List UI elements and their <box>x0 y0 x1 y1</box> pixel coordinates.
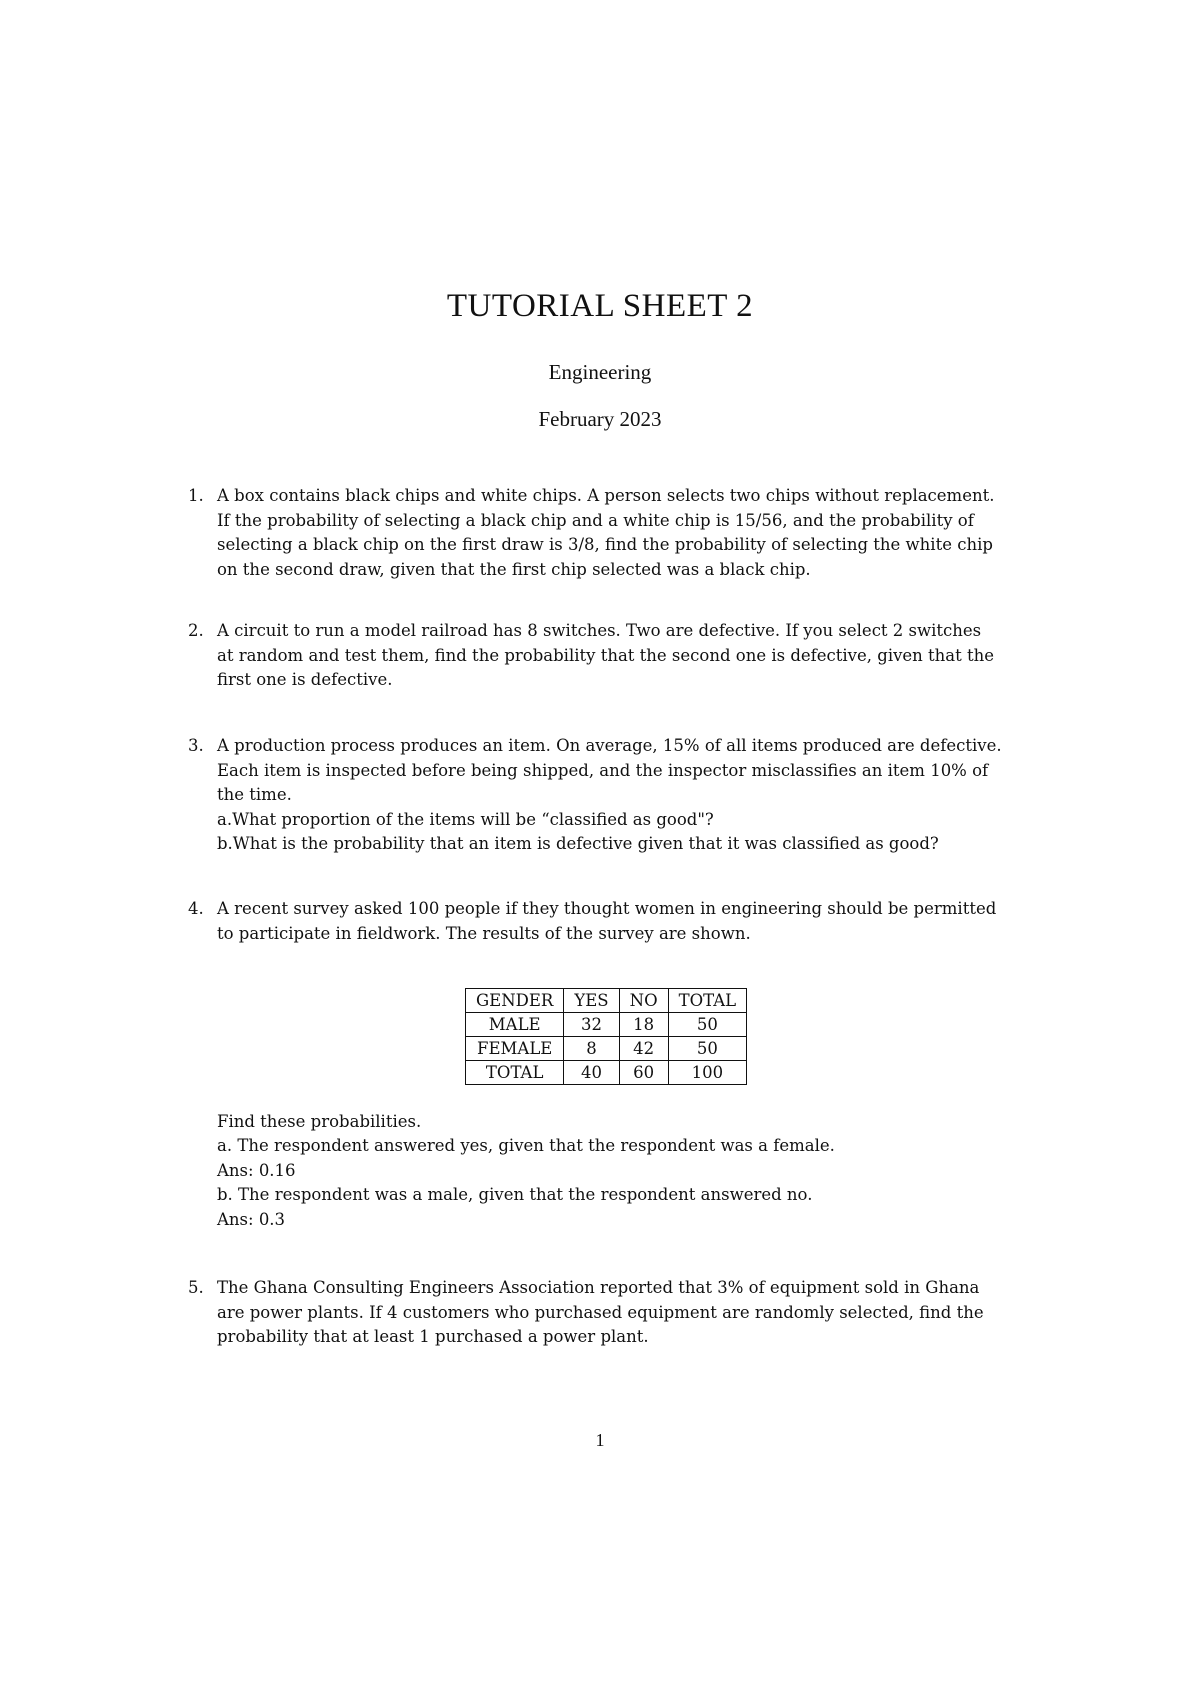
question-text-line: A box contains black chips and white chips. A person selects two chips without replacement. <box>217 486 995 505</box>
question-number: 4. <box>188 899 204 918</box>
table-row <box>466 1037 747 1061</box>
question-2 <box>188 619 1043 693</box>
table-header-row <box>466 989 747 1013</box>
question-text-line: probability that at least 1 purchased a power plant. <box>217 1327 649 1347</box>
question-number: 2. <box>188 621 204 640</box>
question-1 <box>188 484 1043 582</box>
question-number: 5. <box>188 1278 204 1297</box>
question-text-line: on the second draw, given that the first chip selected was a black chip. <box>217 559 811 579</box>
table-cell: MALE <box>466 1013 564 1037</box>
question-text-line: If the probability of selecting a black chip and a white chip is 15/56, and the probability of <box>217 510 974 530</box>
answer-line: Ans: 0.3 <box>217 1209 286 1229</box>
question-text-line: A circuit to run a model railroad has 8 switches. Two are defective. If you select 2 switches <box>217 621 982 640</box>
followup-line: Find these probabilities. <box>217 1112 422 1131</box>
page-title: TUTORIAL SHEET 2 <box>446 288 754 324</box>
question-5 <box>188 1276 1043 1350</box>
followup-line: b. The respondent was a male, given that the respondent answered no. <box>217 1185 813 1205</box>
table-cell: 8 <box>564 1037 619 1061</box>
followup-line: a. The respondent answered yes, given that the respondent was a female. <box>217 1136 835 1156</box>
question-text-line: The Ghana Consulting Engineers Association reported that 3% of equipment sold in Ghana <box>217 1278 980 1297</box>
question-text-line: to participate in fieldwork. The results of the survey are shown. <box>217 923 751 943</box>
table-cell: 42 <box>619 1037 668 1061</box>
table-cell: 100 <box>668 1061 747 1085</box>
table-cell: 18 <box>619 1013 668 1037</box>
page-date: February 2023 <box>538 407 662 431</box>
question-text-line: b.What is the probability that an item is defective given that it was classified as good? <box>217 834 939 854</box>
question-text-line: A recent survey asked 100 people if they thought women in engineering should be permitted <box>217 899 997 918</box>
page-number: 1 <box>595 1430 605 1450</box>
question-text-line: the time. <box>217 785 292 805</box>
question-text-line: first one is defective. <box>217 670 393 690</box>
table-cell: 60 <box>619 1061 668 1085</box>
table-row <box>466 1013 747 1037</box>
table-header-cell: NO <box>619 989 668 1013</box>
table-cell: 32 <box>564 1013 619 1037</box>
answer-line: Ans: 0.16 <box>217 1160 296 1180</box>
question-text-line: a.What proportion of the items will be “classified as good"? <box>217 809 714 829</box>
question-text-line: at random and test them, find the probability that the second one is defective, given that the <box>217 645 995 665</box>
table-cell: TOTAL <box>466 1061 564 1085</box>
table-header-cell: GENDER <box>466 989 564 1013</box>
question-number: 1. <box>188 486 204 505</box>
table-cell: 50 <box>668 1037 747 1061</box>
question-4 <box>188 897 1043 946</box>
question-text-line: selecting a black chip on the first draw is 3/8, find the probability of selecting the white chip <box>217 535 993 555</box>
question-4-followup <box>217 1110 1037 1232</box>
question-number: 3. <box>188 736 204 755</box>
question-3 <box>188 734 1043 857</box>
table-cell: FEMALE <box>466 1037 564 1061</box>
question-text-line: Each item is inspected before being shipped, and the inspector misclassifies an item 10% of <box>217 760 989 780</box>
table-cell: 50 <box>668 1013 747 1037</box>
table-header-cell: YES <box>564 989 619 1013</box>
table-header-cell: TOTAL <box>668 989 747 1013</box>
table-cell: 40 <box>564 1061 619 1085</box>
question-text-line: A production process produces an item. On average, 15% of all items produced are defective. <box>217 736 1002 755</box>
survey-table <box>465 988 747 1085</box>
question-text-line: are power plants. If 4 customers who purchased equipment are randomly selected, find the <box>217 1302 984 1322</box>
table-row <box>466 1061 747 1085</box>
page-subtitle: Engineering <box>548 360 652 384</box>
